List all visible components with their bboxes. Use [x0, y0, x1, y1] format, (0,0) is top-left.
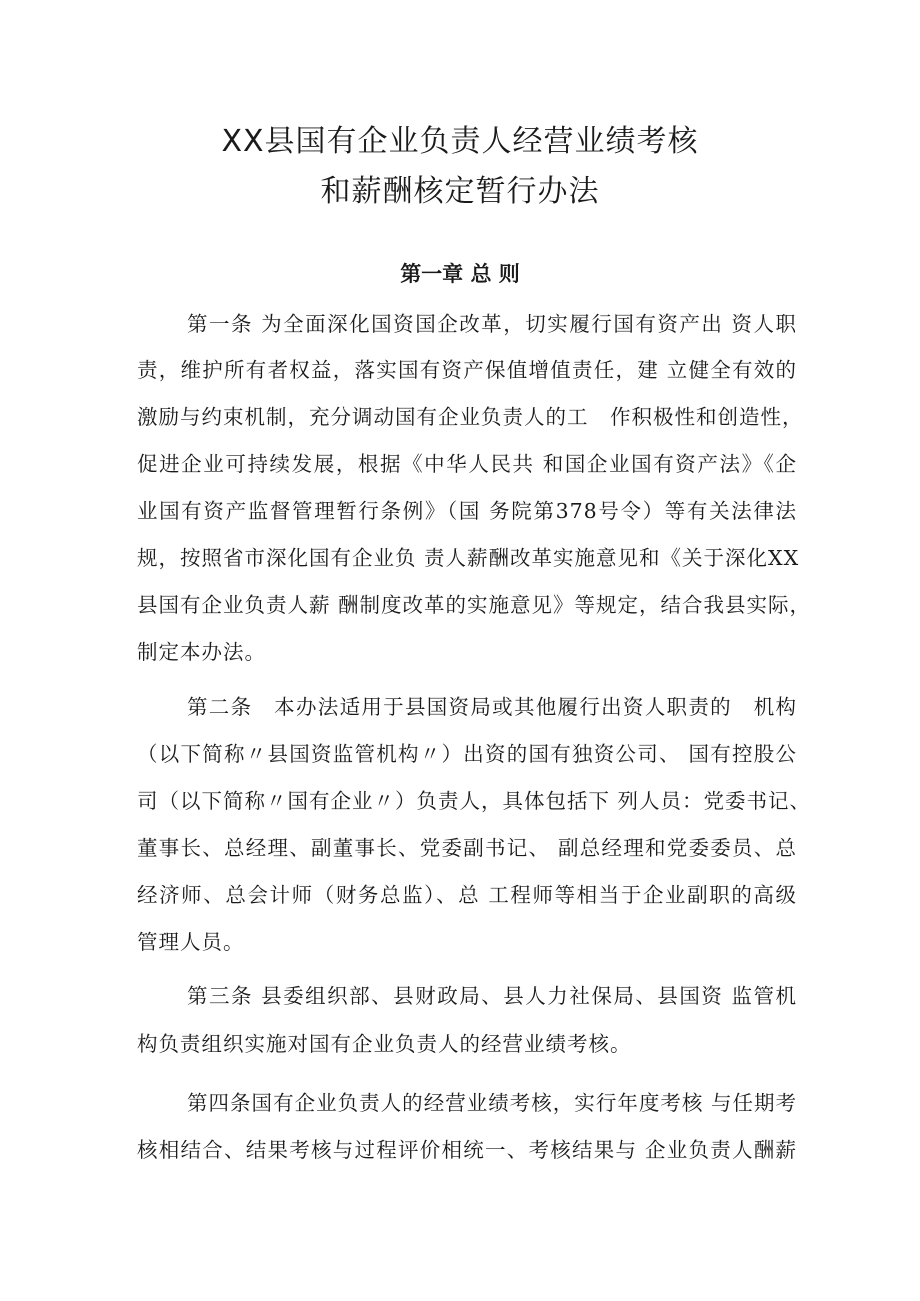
article-1-line: 县国有企业负责人薪 酬制度改革的实施意见》等规定，结合我县实际， [137, 593, 812, 617]
article-1-line: 制定本办法。 [137, 640, 266, 664]
article-1-line: 责，维护所有者权益，落实国有资产保值增值责任，建 立健全有效的 [137, 358, 797, 382]
article-2-line: 董事长、总经理、副董事长、党委副书记、 副总经理和党委委员、总 [137, 836, 797, 860]
chapter-heading: 第一章 总 则 [400, 262, 520, 286]
article-4-line: 核相结合、结果考核与过程评价相统一、考核结果与 企业负责人酬薪 [137, 1138, 797, 1162]
article-1-line: 第一条 为全面深化国资国企改革，切实履行国有资产出 资人职 [187, 312, 797, 336]
article-1-line: 促进企业可持续发展，根据《中华人民共 和国企业国有资产法》《企 [137, 452, 797, 476]
document-title-line-1: XX县国有企业负责人经营业绩考核 [221, 124, 699, 159]
article-1-line: 激励与约束机制，充分调动国有企业负责人的工 作积极性和创造性， [137, 405, 804, 429]
article-3-line: 构负责组织实施对国有企业负责人的经营业绩考核。 [137, 1032, 632, 1056]
article-2-line: （以下简称〃县国资监管机构〃）出资的国有独资公司、 国有控股公 [137, 742, 797, 766]
article-3-line: 第三条 县委组织部、县财政局、县人力社保局、县国资 监管机 [187, 984, 797, 1008]
article-4-line: 第四条国有企业负责人的经营业绩考核，实行年度考核 与任期考 [187, 1091, 797, 1115]
article-2-line: 司（以下简称〃国有企业〃）负责人，具体包括下 列人员：党委书记、 [137, 789, 812, 813]
article-2-line: 第二条 本办法适用于县国资局或其他履行出资人职责的 机构 [187, 695, 797, 719]
article-2-line: 经济师、总会计师（财务总监）、总 工程师等相当于企业副职的高级 [137, 883, 797, 907]
article-1-line: 规，按照省市深化国有企业负 责人薪酬改革实施意见和《关于深化XX [137, 546, 800, 570]
article-2-line: 管理人员。 [137, 930, 245, 954]
article-1-line: 业国有资产监督管理暂行条例》（国 务院第378号令）等有关法律法 [137, 499, 797, 523]
document-title-line-2: 和薪酬核定暂行办法 [320, 174, 600, 209]
